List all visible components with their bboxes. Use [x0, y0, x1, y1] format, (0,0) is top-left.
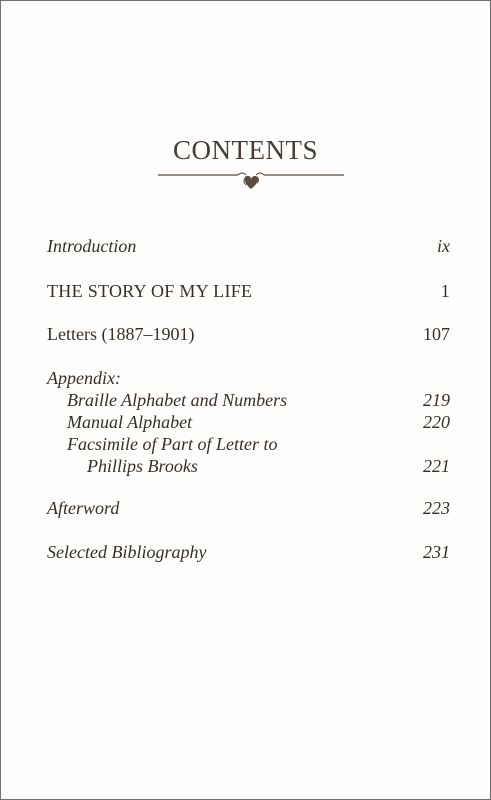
toc-entry-page: 231: [423, 542, 450, 562]
toc-entry-page: 221: [423, 456, 450, 476]
toc-entry-label: Afterword: [47, 498, 120, 518]
toc-entry-page: 1: [440, 281, 450, 301]
toc-entry-page: 220: [423, 412, 450, 432]
toc-entry-label: Manual Alphabet: [67, 412, 193, 432]
toc-entry-label: Appendix:: [47, 368, 121, 388]
toc-entry-label: Introduction: [47, 236, 137, 256]
toc-entry-label: Braille Alphabet and Numbers: [67, 390, 288, 410]
toc-entry-label: Selected Bibliography: [47, 542, 207, 562]
toc-entry-label: Letters (1887–1901): [47, 324, 195, 344]
toc-entry-page: 219: [423, 390, 450, 410]
toc-entry-page: ix: [437, 236, 450, 256]
toc-entry-label: Phillips Brooks: [87, 456, 198, 476]
heart-flourish-icon: [158, 167, 344, 195]
toc-entry-page: 107: [423, 324, 450, 344]
toc-entry-label: THE STORY OF MY LIFE: [47, 281, 253, 301]
page-title: CONTENTS: [173, 135, 318, 165]
toc-entry-page: 223: [423, 498, 450, 518]
toc-entry-label: Facsimile of Part of Letter to: [67, 434, 278, 454]
